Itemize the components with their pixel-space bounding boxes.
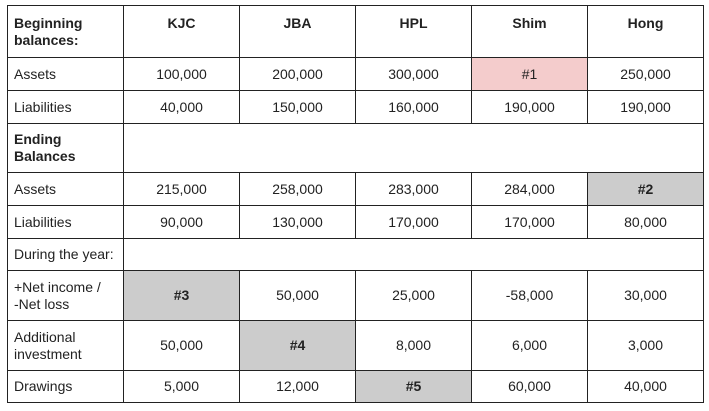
ending-section-row (8, 124, 704, 173)
table-cell: 50,000 (124, 321, 240, 371)
table-cell: 80,000 (588, 206, 704, 239)
row-label (8, 271, 124, 321)
unknown-cell-4: #4 (240, 321, 356, 371)
table-cell: -58,000 (472, 271, 588, 321)
unknown-cell-2: #2 (588, 173, 704, 206)
section-spacer (124, 124, 704, 173)
table-cell: 258,000 (240, 173, 356, 206)
beginning-balances-heading: Beginning balances: (8, 6, 124, 58)
table-cell: 250,000 (588, 58, 704, 91)
table-cell: 215,000 (124, 173, 240, 206)
column-header-hpl: HPL (356, 6, 472, 58)
unknown-cell-5: #5 (356, 371, 472, 403)
row-label (8, 321, 124, 371)
row-label-line: +Net income / (14, 278, 101, 295)
table-cell: 6,000 (472, 321, 588, 371)
header-row (8, 6, 704, 58)
table-cell: 130,000 (240, 206, 356, 239)
row-label: Liabilities (8, 206, 124, 239)
table-cell: 300,000 (356, 58, 472, 91)
ending-balances-heading: Ending Balances (8, 124, 124, 173)
table-cell: 100,000 (124, 58, 240, 91)
table-cell: 60,000 (472, 371, 588, 403)
table-cell: 30,000 (588, 271, 704, 321)
table-cell: 170,000 (356, 206, 472, 239)
row-label-line: -Net loss (14, 295, 70, 312)
section-spacer (124, 239, 704, 271)
table-cell: 283,000 (356, 173, 472, 206)
row-label-line: Additional (14, 328, 76, 345)
during-year-heading: During the year: (8, 239, 124, 271)
column-header-jba: JBA (240, 6, 356, 58)
table-cell: 170,000 (472, 206, 588, 239)
during-year-row (8, 239, 704, 271)
row-label: Liabilities (8, 91, 124, 124)
table-cell: 50,000 (240, 271, 356, 321)
table-cell: 190,000 (588, 91, 704, 124)
table-cell: 284,000 (472, 173, 588, 206)
ending-assets-row (8, 173, 704, 206)
table-cell: 150,000 (240, 91, 356, 124)
table-cell: 5,000 (124, 371, 240, 403)
unknown-cell-1: #1 (472, 58, 588, 91)
ending-liabilities-row (8, 206, 704, 239)
table-cell: 8,000 (356, 321, 472, 371)
row-label-line: investment (14, 345, 82, 362)
beginning-liabilities-row (8, 91, 704, 124)
beginning-assets-row (8, 58, 704, 91)
table-cell: 200,000 (240, 58, 356, 91)
column-header-kjc: KJC (124, 6, 240, 58)
row-label: Assets (8, 58, 124, 91)
table-cell: 25,000 (356, 271, 472, 321)
table-cell: 90,000 (124, 206, 240, 239)
row-label: Assets (8, 173, 124, 206)
drawings-row (8, 371, 704, 403)
additional-investment-row (8, 321, 704, 371)
table-cell: 190,000 (472, 91, 588, 124)
balances-table (7, 5, 704, 403)
column-header-hong: Hong (588, 6, 704, 58)
table-cell: 12,000 (240, 371, 356, 403)
table-cell: 40,000 (124, 91, 240, 124)
column-header-shim: Shim (472, 6, 588, 58)
net-income-row (8, 271, 704, 321)
row-label: Drawings (8, 371, 124, 403)
unknown-cell-3: #3 (124, 271, 240, 321)
table-cell: 3,000 (588, 321, 704, 371)
table-cell: 40,000 (588, 371, 704, 403)
table-cell: 160,000 (356, 91, 472, 124)
